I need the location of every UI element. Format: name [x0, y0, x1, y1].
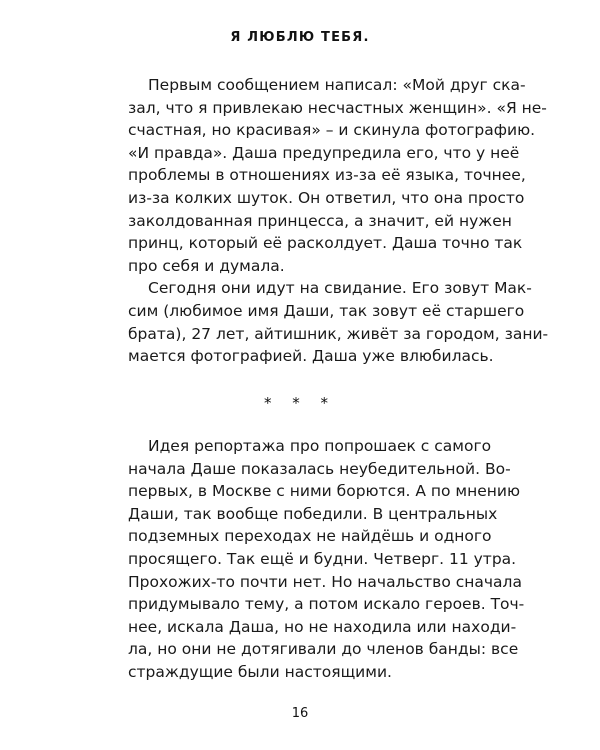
text-line: первых, в Москве с ними борются. А по мнению — [128, 482, 521, 501]
text-line: ла, но они не дотягивали до членов банды: все — [128, 640, 519, 659]
text-block-2 — [128, 435, 525, 684]
text-line: принц, который её расколдует. Даша точно так — [128, 234, 523, 253]
paragraph — [128, 277, 549, 367]
text-line: «И правда». Даша предупредила его, что у неё — [128, 143, 520, 162]
running-head: Я ЛЮБЛЮ ТЕБЯ. — [230, 30, 370, 45]
text-line: нее, искала Даша, но не находила или находи- — [128, 617, 517, 636]
text-line: начала Даше показалась неубедительной. Во- — [128, 459, 511, 478]
text-line: заколдованная принцесса, а значит, ей нужен — [128, 211, 512, 230]
text-line: Идея репортажа про попрошаек с самого — [148, 437, 492, 455]
text-line: просящего. Так ещё и будни. Четверг. 11 утра. — [128, 549, 517, 568]
text-line: счастная, но красивая» – и скинула фотографию. — [128, 121, 536, 140]
text-block-1 — [128, 74, 549, 368]
text-line: придумывало тему, а потом искало героев. Точ- — [128, 595, 525, 614]
text-line: Первым сообщением написал: «Мой друг ска- — [148, 76, 526, 94]
text-line: страждущие были настоящими. — [128, 662, 392, 681]
section-separator: * * * — [263, 394, 337, 412]
text-line: брата), 27 лет, айтишник, живёт за городом, зани- — [128, 324, 549, 343]
text-line: Сегодня они идут на свидание. Его зовут Мак- — [148, 279, 532, 298]
text-line: Прохожих-то почти нет. Но начальство сначала — [128, 572, 522, 591]
page-number: 16 — [291, 706, 309, 721]
text-line: про себя и думала. — [128, 256, 285, 275]
text-line: подземных переходах не найдёшь и одного — [128, 527, 492, 546]
text-line: мается фотографией. Даша уже влюбилась. — [128, 347, 494, 366]
text-line: из-за колких шуток. Он ответил, что она просто — [128, 188, 525, 207]
text-line: сим (любимое имя Даши, так зовут её старшего — [128, 301, 525, 320]
text-line: проблемы в отношениях из-за её языка, точнее, — [128, 166, 526, 185]
paragraph — [128, 435, 525, 684]
text-line: зал, что я привлекаю несчастных женщин». «Я не- — [128, 98, 547, 117]
paragraph — [128, 74, 547, 277]
text-line: Даши, так вообще победили. В центральных — [128, 504, 498, 523]
